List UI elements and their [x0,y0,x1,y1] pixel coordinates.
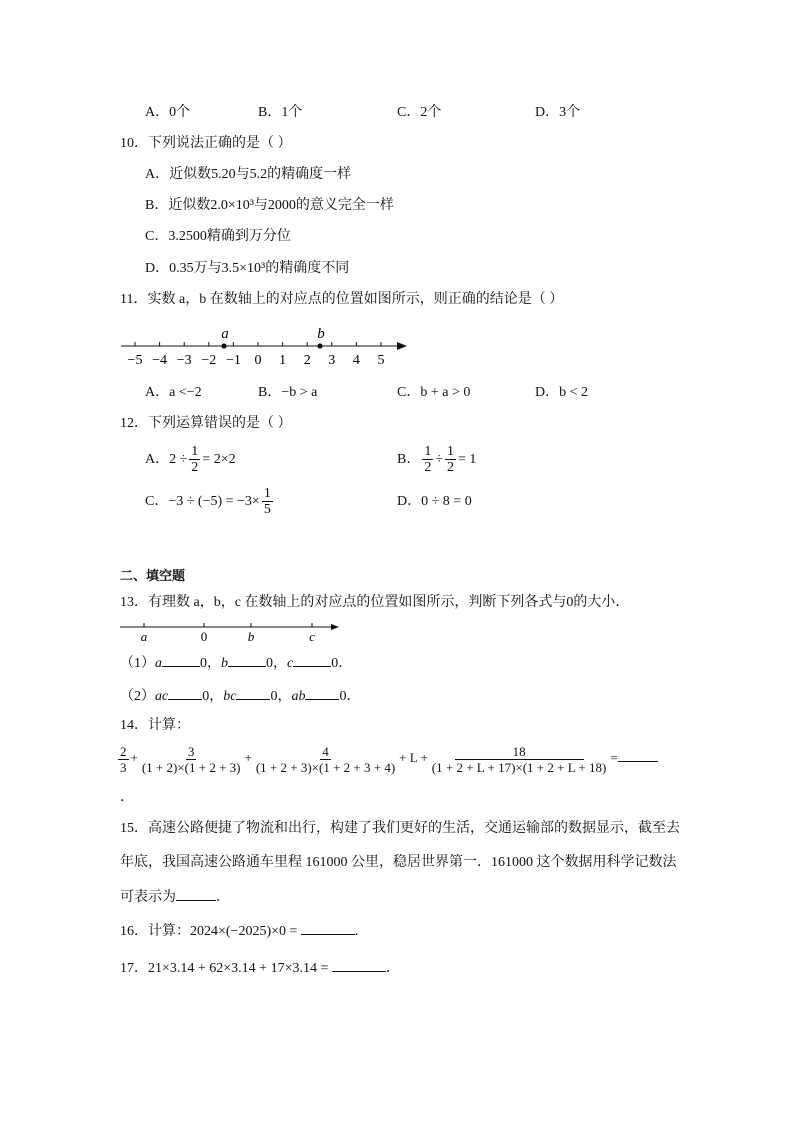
q16: 16．计算：2024×(−2025)×0 = . [120,920,358,942]
axis-tick-label: 4 [352,353,360,368]
q9-option-c: C．2个 [397,105,442,120]
q10-option-c: C．3.2500精确到万分位 [145,229,291,244]
q11-option-d: D．b < 2 [535,385,589,400]
point-b-dot [317,343,322,348]
q11-option-c: C．b + a > 0 [397,385,471,400]
answer-blank [618,747,658,762]
axis-arrow-icon [397,342,407,350]
q14-period: ． [120,790,134,805]
answer-blank [176,886,216,901]
axis-point-label: c [309,629,315,644]
axis-tick-label: −1 [225,353,241,368]
q9-option-a: A．0个 [145,105,191,120]
q11-option-a: A．a <−2 [145,385,202,400]
answer-blank [332,957,386,972]
answer-blank [305,685,339,700]
answer-blank [301,920,355,935]
axis-tick-label: 0 [254,353,262,368]
axis-tick-label: 5 [377,353,385,368]
axis-point-label: 0 [200,629,208,644]
q17: 17．21×3.14 + 62×3.14 + 17×3.14 = ． [120,957,400,979]
q13-line2: （2）ac 0，bc 0，ab 0． [120,685,360,707]
q14-stem: 14．计算： [120,718,190,733]
axis-tick-label: −4 [152,353,168,368]
axis-tick-label: −5 [127,353,143,368]
q13-stem: 13．有理数 a，b，c 在数轴上的对应点的位置如图所示，判断下列各式与0的大小． [120,595,630,610]
answer-blank [162,652,200,667]
axis-point-label: a [140,629,148,644]
answer-blank [228,652,266,667]
answer-blank [168,685,202,700]
q12-option-a: A．2 ÷ $\frac{1}{2}$ = 2×2 [145,444,236,476]
axis-tick-label: 3 [328,353,336,368]
axis-tick-label: −3 [176,353,192,368]
answer-blank [293,652,331,667]
q10-option-b: B．近似数2.0×10³与2000的意义完全一样 [145,198,394,213]
q10-option-d: D．0.35万与3.5×10³的精确度不同 [145,261,350,276]
point-a-dot [221,343,226,348]
q11-option-b: B．−b > a [258,385,318,400]
q9-option-d: D．3个 [535,105,581,120]
q15-line1: 15．高速公路便捷了物流和出行，构建了我们更好的生活，交通运输部的数据显示，截至去 [120,821,680,836]
q12-option-b: B． $\frac{1}{2}$ ÷ $\frac{1}{2}$ = 1 [397,444,477,476]
q11-number-line [115,320,415,370]
q13-line1: （1）a 0，b 0，c 0． [120,652,352,674]
point-a-label: a [221,326,229,342]
axis-arrow-icon [331,624,339,630]
axis-tick-label: 1 [279,353,287,368]
q10-stem: 10．下列说法正确的是（ ） [120,136,292,151]
answer-blank [236,685,270,700]
q10-option-a: A．近似数5.20与5.2的精确度一样 [145,167,352,182]
q12-option-c: C．−3 ÷ (−5) = −3× $\frac{1}{5}$ [145,486,271,518]
q13-number-line [115,615,345,645]
axis-tick-label: −2 [201,353,217,368]
q14-expression: $\frac{2}{3}$ + $\frac{3}{(1 + 2)\times(1 + 2 + 3)}$ + $\frac{4}{(1 + 2 + 3)\times(1 + 2 + 3 + 4)}$ + L + $\frac{18}{(1 + 2 + L + 17)\times(1 + 2 + L + 18)}$ = [116,740,658,776]
q12-stem: 12．下列运算错误的是（ ） [120,416,292,431]
q15-line3: 可表示为 ． [120,886,230,908]
section-heading: 二、填空题 [120,568,186,583]
q11-stem: 11．实数 a，b 在数轴上的对应点的位置如图所示，则正确的结论是（ ） [120,292,564,307]
point-b-label: b [317,326,325,342]
axis-tick-label: 2 [303,353,311,368]
q12-option-d: D．0 ÷ 8 = 0 [397,494,472,509]
q15-line2: 年底，我国高速公路通车里程 161000 公里，稳居世界第一．161000 这个数据用科学记数法 [120,855,677,870]
axis-point-label: b [247,629,255,644]
q9-option-b: B．1个 [258,105,303,120]
